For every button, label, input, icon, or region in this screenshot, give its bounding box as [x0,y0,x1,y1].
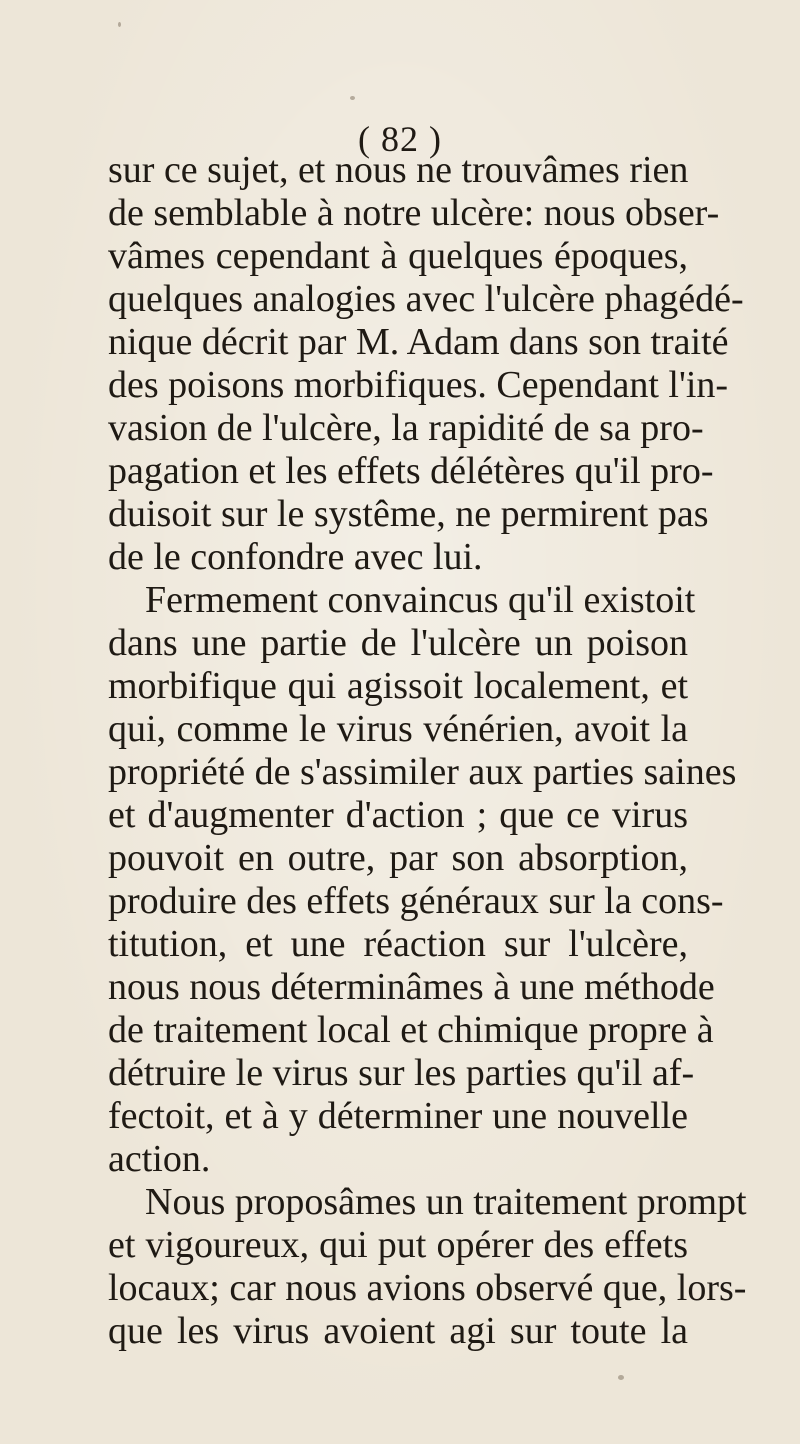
text-line-5: nique décrit par M. Adam dans son traité [108,321,729,363]
text-line-27: locaux; car nous avions observé que, lors- [108,1267,747,1309]
text-line-7: vasion de l'ulcère, la rapidité de sa pro- [108,407,704,449]
text-line-9: duisoit sur le systême, ne permirent pas [108,493,709,535]
paper-speck [618,1375,624,1380]
text-line-8: pagation et les effets délétères qu'il pro- [108,450,714,492]
text-line-24: action. [108,1138,211,1180]
text-line-19: titution, et une réaction sur l'ulcère, [108,923,688,965]
text-line-13: morbifique qui agissoit localement, et [108,665,688,707]
text-line-15: propriété de s'assimiler aux parties saines [108,751,737,793]
text-line-17: pouvoit en outre, par son absorption, [108,837,688,879]
text-line-2: de semblable à notre ulcère: nous obser- [108,192,720,234]
text-line-10: de le confondre avec lui. [108,536,483,578]
text-line-22: détruire le virus sur les parties qu'il af- [108,1052,695,1094]
text-line-6: des poisons morbifiques. Cependant l'in- [108,364,729,406]
text-line-26: et vigoureux, qui put opérer des effets [108,1224,688,1266]
text-line-18: produire des effets généraux sur la cons- [108,880,724,922]
text-line-14: qui, comme le virus vénérien, avoit la [108,708,688,750]
text-line-11: Fermement convaincus qu'il existoit [145,579,696,621]
text-line-3: vâmes cependant à quelques époques, [108,235,688,277]
text-line-21: de traitement local et chimique propre à [108,1009,714,1051]
text-line-28: que les virus avoient agi sur toute la [108,1310,688,1352]
text-line-4: quelques analogies avec l'ulcère phagédé- [108,278,744,320]
paper-speck [118,22,121,27]
text-line-16: et d'augmenter d'action ; que ce virus [108,794,688,836]
paper-speck [350,96,355,100]
text-line-1: sur ce sujet, et nous ne trouvâmes rien [108,149,689,191]
text-line-25: Nous proposâmes un traitement prompt [145,1181,747,1223]
text-line-20: nous nous déterminâmes à une méthode [108,966,715,1008]
text-line-23: fectoit, et à y déterminer une nouvelle [108,1095,688,1137]
text-line-12: dans une partie de l'ulcère un poison [108,622,688,664]
page-number: ( 82 ) [358,119,442,159]
